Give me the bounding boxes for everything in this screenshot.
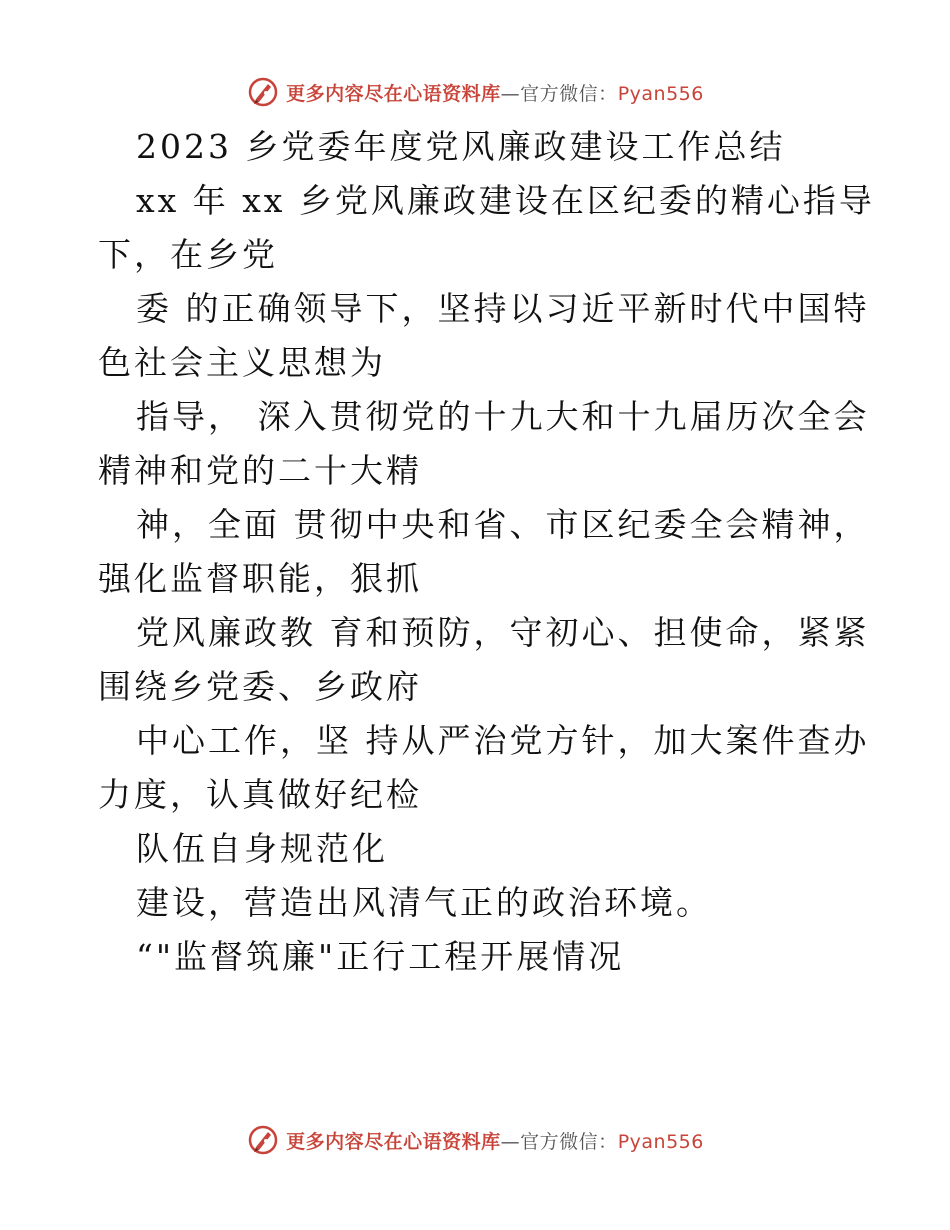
paragraph-line: 党风廉政教 育和预防，守初心、担使命，紧紧 [136, 613, 870, 652]
paragraph-line: 委 的正确领导下，坚持以习近平新时代中国特 [136, 289, 870, 328]
pen-circle-logo-icon [246, 1123, 280, 1157]
watermark-text [286, 1127, 704, 1154]
paragraph-line: 色社会主义思想为 [98, 343, 386, 382]
watermark-label: 官方微信： [520, 1130, 618, 1153]
section-heading: “"监督筑廉"正行工程开展情况 [136, 937, 625, 976]
paragraph-line: 围绕乡党委、乡政府 [98, 667, 422, 706]
watermark-site: 更多内容尽在心语资料库 [286, 1130, 501, 1153]
watermark-text [286, 79, 704, 106]
paragraph-line: 强化监督职能，狠抓 [98, 559, 422, 598]
paragraph-line: 下，在乡党 [98, 235, 278, 274]
paragraph-line: 精神和党的二十大精 [98, 451, 422, 490]
paragraph-line: xx 年 xx 乡党风廉政建设在区纪委的精心指导 [136, 181, 875, 220]
paragraph-line: 队伍自身规范化 [136, 829, 388, 868]
paragraph-line: 指导， 深入贯彻党的十九大和十九届历次全会 [136, 397, 870, 436]
paragraph-line: 建设，营造出风清气正的政治环境。 [136, 883, 712, 922]
watermark-wechat-id: Pyan556 [617, 82, 704, 105]
watermark-dash: — [500, 82, 521, 105]
watermark-dash: — [500, 1130, 521, 1153]
paragraph-line: 神，全面 贯彻中央和省、市区纪委全会精神， [136, 505, 870, 544]
pen-circle-logo-icon [246, 75, 280, 109]
paragraph-line: 中心工作，坚 持从严治党方针，加大案件查办 [136, 721, 870, 760]
watermark-header [0, 72, 950, 112]
watermark-wechat-id: Pyan556 [617, 1130, 704, 1153]
paragraph-line: 力度，认真做好纪检 [98, 775, 422, 814]
document-body [98, 120, 875, 984]
watermark-site: 更多内容尽在心语资料库 [286, 82, 501, 105]
document-title: 2023 乡党委年度党风廉政建设工作总结 [136, 127, 786, 166]
watermark-label: 官方微信： [520, 82, 618, 105]
watermark-footer [0, 1120, 950, 1160]
